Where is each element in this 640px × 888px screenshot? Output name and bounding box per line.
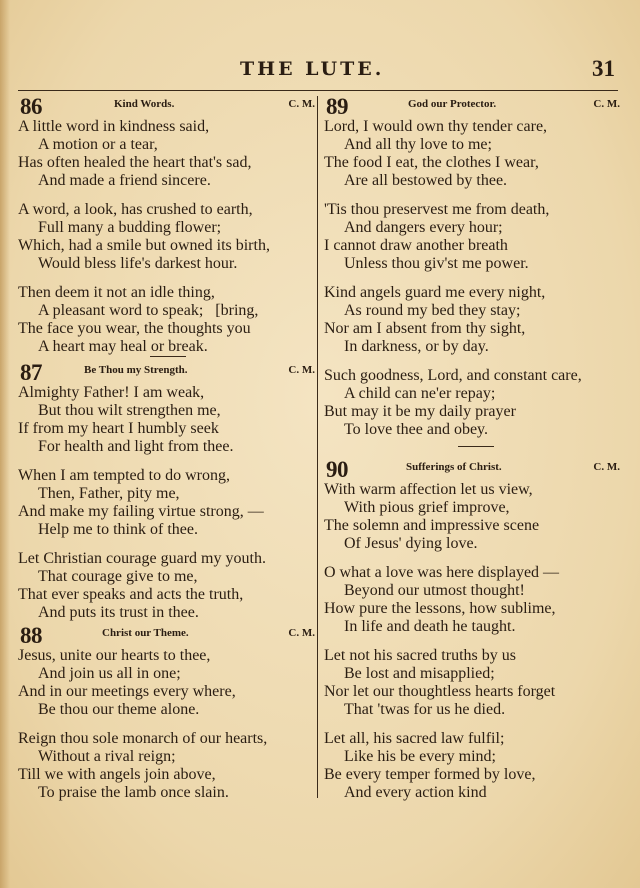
verse-line: To love thee and obey. xyxy=(344,421,489,438)
verse-line: Be thou our theme alone. xyxy=(38,701,200,718)
hymn-89 xyxy=(324,96,620,450)
verse-line: Kind angels guard me every night, xyxy=(324,284,546,301)
verse-line: Let Christian courage guard my youth. xyxy=(18,550,266,567)
hymn-number: 88 xyxy=(20,623,42,648)
verse-line: Of Jesus' dying love. xyxy=(344,535,478,552)
hymn-separator xyxy=(150,356,186,357)
verse-line: Which, had a smile but owned its birth, xyxy=(18,237,270,254)
verse-line: That ever speaks and acts the truth, xyxy=(18,586,244,603)
hymn-meter: C. M. xyxy=(593,98,620,110)
verse-line: A motion or a tear, xyxy=(38,136,158,153)
verse-line: The face you wear, the thoughts you xyxy=(18,320,251,337)
verse-line: Has often healed the heart that's sad, xyxy=(18,154,252,171)
verse-line: Let not his sacred truths by us xyxy=(324,647,516,664)
verse-line: A child can ne'er repay; xyxy=(344,385,496,402)
verse-line: Full many a budding flower; xyxy=(38,219,222,236)
hymn-heading xyxy=(324,459,620,481)
hymn-heading xyxy=(18,625,315,647)
verse-line: As round my bed they stay; xyxy=(344,302,521,319)
verse-line: Till we with angels join above, xyxy=(18,766,216,783)
verse-line: Be lost and misapplied; xyxy=(344,665,495,682)
verse-line: Lord, I would own thy tender care, xyxy=(324,118,548,135)
verse-line: A word, a look, has crushed to earth, xyxy=(18,201,253,218)
hymn-meter: C. M. xyxy=(593,461,620,473)
verse-line: Like his be every mind; xyxy=(344,748,496,765)
verse-line: But may it be my daily prayer xyxy=(324,403,516,420)
hymn-90 xyxy=(324,459,620,813)
verse-line: For health and light from thee. xyxy=(38,438,234,455)
stanza xyxy=(18,201,315,273)
running-title: THE LUTE. xyxy=(240,58,385,80)
page-number: 31 xyxy=(592,56,615,81)
verse-line: Reign thou sole monarch of our hearts, xyxy=(18,730,268,747)
verse-line: O what a love was here displayed — xyxy=(324,564,560,581)
page-edge-shadow xyxy=(0,0,10,888)
stanza xyxy=(324,730,620,802)
stanza xyxy=(324,284,620,356)
stanza xyxy=(18,284,315,356)
verse-line: I cannot draw another breath xyxy=(324,237,508,254)
verse-line: That courage give to me, xyxy=(38,568,198,585)
verse-line: 'Tis thou preservest me from death, xyxy=(324,201,550,218)
verse-line: Jesus, unite our hearts to thee, xyxy=(18,647,211,664)
hymn-meter: C. M. xyxy=(288,98,315,110)
hymn-meter: C. M. xyxy=(288,364,315,376)
hymn-title: Christ our Theme. xyxy=(102,627,189,639)
hymn-title: Kind Words. xyxy=(114,98,175,110)
stanza xyxy=(18,384,315,456)
stanza xyxy=(18,467,315,539)
verse-line: Nor let our thoughtless hearts forget xyxy=(324,683,556,700)
hymn-number: 90 xyxy=(326,457,348,482)
verse-line: To praise the lamb once slain. xyxy=(38,784,229,801)
stanza xyxy=(18,550,315,622)
verse-line: And made a friend sincere. xyxy=(38,172,211,189)
verse-line: With pious grief improve, xyxy=(344,499,510,516)
stanza xyxy=(324,647,620,719)
verse-line: Such goodness, Lord, and constant care, xyxy=(324,367,582,384)
verse-line: A heart may heal or break. xyxy=(38,338,208,355)
stanza xyxy=(18,647,315,719)
verse-line: If from my heart I humbly seek xyxy=(18,420,219,437)
verse-line: How pure the lessons, how sublime, xyxy=(324,600,556,617)
verse-line: In darkness, or by day. xyxy=(344,338,489,355)
verse-line: And make my failing virtue strong, — xyxy=(18,503,264,520)
stanza xyxy=(324,201,620,273)
hymn-number: 86 xyxy=(20,94,42,119)
verse-line: And puts its trust in thee. xyxy=(38,604,199,621)
verse-line: Beyond our utmost thought! xyxy=(344,582,525,599)
hymn-88 xyxy=(18,625,315,813)
hymn-number: 89 xyxy=(326,94,348,119)
verse-line: And all thy love to me; xyxy=(344,136,492,153)
hymn-separator xyxy=(458,446,494,447)
verse-line: The food I eat, the clothes I wear, xyxy=(324,154,539,171)
verse-line: The solemn and impressive scene xyxy=(324,517,540,534)
hymn-title: God our Protector. xyxy=(408,98,497,110)
verse-line: And every action kind xyxy=(344,784,487,801)
verse-line: Help me to think of thee. xyxy=(38,521,198,538)
verse-line: Without a rival reign; xyxy=(38,748,176,765)
verse-line: But thou wilt strengthen me, xyxy=(38,402,221,419)
verse-line: Are all bestowed by thee. xyxy=(344,172,508,189)
verse-line: Unless thou giv'st me power. xyxy=(344,255,529,272)
verse-line: Be every temper formed by love, xyxy=(324,766,536,783)
verse-line: Then, Father, pity me, xyxy=(38,485,180,502)
verse-line: And join us all in one; xyxy=(38,665,181,682)
stanza xyxy=(18,118,315,190)
verse-line: A little word in kindness said, xyxy=(18,118,210,135)
stanza xyxy=(324,118,620,190)
verse-line: Then deem it not an idle thing, xyxy=(18,284,215,301)
hymn-87 xyxy=(18,362,315,633)
verse-line: And in our meetings every where, xyxy=(18,683,236,700)
verse-line: Would bless life's darkest hour. xyxy=(38,255,238,272)
stanza xyxy=(18,730,315,802)
hymn-86 xyxy=(18,96,315,367)
header-rule xyxy=(18,90,618,91)
verse-line: That 'twas for us he died. xyxy=(344,701,506,718)
verse-line: Almighty Father! I am weak, xyxy=(18,384,205,401)
verse-line: A pleasant word to speak; [bring, xyxy=(38,302,259,319)
verse-line: Let all, his sacred law fulfil; xyxy=(324,730,505,747)
stanza xyxy=(324,564,620,636)
stanza xyxy=(324,367,620,439)
hymn-number: 87 xyxy=(20,360,42,385)
verse-line: In life and death he taught. xyxy=(344,618,516,635)
column-divider xyxy=(317,96,318,798)
page-header xyxy=(0,56,640,86)
stanza xyxy=(324,481,620,553)
hymn-meter: C. M. xyxy=(288,627,315,639)
verse-line: With warm affection let us view, xyxy=(324,481,533,498)
hymn-heading xyxy=(18,96,315,118)
verse-line: And dangers every hour; xyxy=(344,219,503,236)
hymn-heading xyxy=(324,96,620,118)
verse-line: Nor am I absent from thy sight, xyxy=(324,320,526,337)
hymn-title: Be Thou my Strength. xyxy=(84,364,188,376)
verse-line: When I am tempted to do wrong, xyxy=(18,467,230,484)
hymn-title: Sufferings of Christ. xyxy=(406,461,502,473)
hymn-heading xyxy=(18,362,315,384)
